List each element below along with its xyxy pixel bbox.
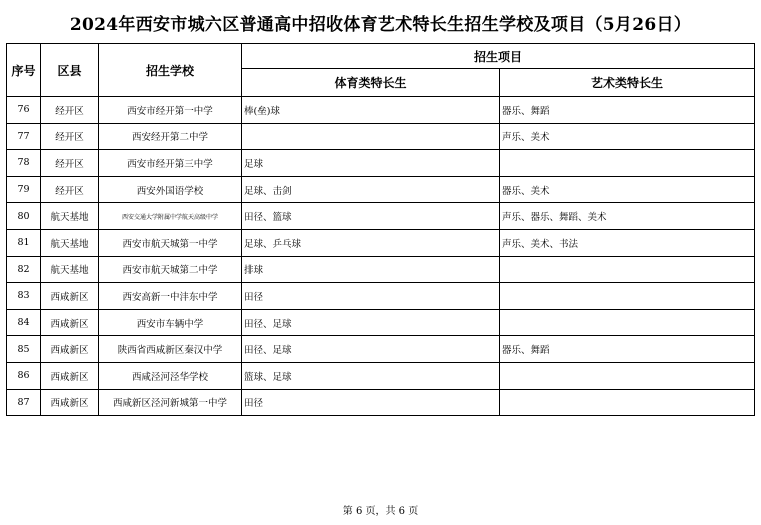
cell-no: 76 <box>7 97 41 124</box>
cell-district: 西咸新区 <box>41 336 99 363</box>
table-row <box>7 362 755 389</box>
cell-arts: 声乐、美术、书法 <box>500 229 755 256</box>
cell-arts: 声乐、美术 <box>500 123 755 150</box>
cell-sports: 篮球、足球 <box>242 362 500 389</box>
cell-arts <box>500 150 755 177</box>
header-no: 序号 <box>7 44 41 97</box>
table-row <box>7 256 755 283</box>
cell-no: 78 <box>7 150 41 177</box>
cell-school: 陕西省西咸新区秦汉中学 <box>99 336 242 363</box>
cell-arts <box>500 362 755 389</box>
cell-arts: 器乐、舞蹈 <box>500 336 755 363</box>
cell-no: 80 <box>7 203 41 230</box>
header-arts: 艺术类特长生 <box>500 69 755 97</box>
cell-no: 79 <box>7 176 41 203</box>
table-row <box>7 283 755 310</box>
cell-district: 西咸新区 <box>41 362 99 389</box>
cell-sports: 田径、足球 <box>242 309 500 336</box>
cell-no: 87 <box>7 389 41 416</box>
cell-district: 西咸新区 <box>41 309 99 336</box>
cell-school: 西安市经开第三中学 <box>99 150 242 177</box>
cell-district: 西咸新区 <box>41 389 99 416</box>
cell-school: 西安经开第二中学 <box>99 123 242 150</box>
cell-district: 航天基地 <box>41 203 99 230</box>
cell-school: 西安外国语学校 <box>99 176 242 203</box>
table-row <box>7 176 755 203</box>
cell-arts <box>500 309 755 336</box>
cell-district: 经开区 <box>41 97 99 124</box>
cell-school: 西安市车辆中学 <box>99 309 242 336</box>
table-row <box>7 123 755 150</box>
cell-district: 航天基地 <box>41 229 99 256</box>
page-title: 2024年西安市城六区普通高中招收体育艺术特长生招生学校及项目（5月26日） <box>69 15 692 35</box>
cell-district: 经开区 <box>41 176 99 203</box>
cell-school: 西安高新一中沣东中学 <box>99 283 242 310</box>
table-row <box>7 389 755 416</box>
cell-arts: 器乐、舞蹈 <box>500 97 755 124</box>
header-sports: 体育类特长生 <box>242 69 500 97</box>
cell-sports <box>242 123 500 150</box>
cell-arts: 器乐、美术 <box>500 176 755 203</box>
cell-sports: 田径 <box>242 283 500 310</box>
cell-arts <box>500 283 755 310</box>
cell-sports: 田径、篮球 <box>242 203 500 230</box>
cell-school: 西咸泾河泾华学校 <box>99 362 242 389</box>
cell-no: 77 <box>7 123 41 150</box>
header-district: 区县 <box>41 44 99 97</box>
header-project: 招生项目 <box>242 44 755 69</box>
cell-sports: 棒(垒)球 <box>242 97 500 124</box>
header-school: 招生学校 <box>99 44 242 97</box>
cell-arts <box>500 389 755 416</box>
table-row <box>7 336 755 363</box>
cell-no: 81 <box>7 229 41 256</box>
table-row <box>7 203 755 230</box>
cell-sports: 足球、击剑 <box>242 176 500 203</box>
cell-no: 86 <box>7 362 41 389</box>
table-row <box>7 97 755 124</box>
cell-district: 航天基地 <box>41 256 99 283</box>
table-row <box>7 150 755 177</box>
cell-no: 85 <box>7 336 41 363</box>
cell-district: 经开区 <box>41 150 99 177</box>
cell-arts <box>500 256 755 283</box>
cell-district: 西咸新区 <box>41 283 99 310</box>
table-row <box>7 229 755 256</box>
cell-school: 西安市航天城第二中学 <box>99 256 242 283</box>
table-body <box>7 97 755 416</box>
cell-arts: 声乐、器乐、舞蹈、美术 <box>500 203 755 230</box>
cell-no: 84 <box>7 309 41 336</box>
page-footer: 第 6 页，共 6 页 <box>342 506 419 517</box>
cell-school: 西安交通大学附属中学航天高级中学 <box>99 203 242 230</box>
table-row <box>7 309 755 336</box>
cell-sports: 足球 <box>242 150 500 177</box>
cell-district: 经开区 <box>41 123 99 150</box>
cell-sports: 田径、足球 <box>242 336 500 363</box>
cell-no: 83 <box>7 283 41 310</box>
cell-school: 西咸新区泾河新城第一中学 <box>99 389 242 416</box>
cell-school: 西安市航天城第一中学 <box>99 229 242 256</box>
admissions-table <box>6 43 755 416</box>
cell-sports: 田径 <box>242 389 500 416</box>
cell-school: 西安市经开第一中学 <box>99 97 242 124</box>
cell-no: 82 <box>7 256 41 283</box>
cell-sports: 排球 <box>242 256 500 283</box>
cell-sports: 足球、乒乓球 <box>242 229 500 256</box>
